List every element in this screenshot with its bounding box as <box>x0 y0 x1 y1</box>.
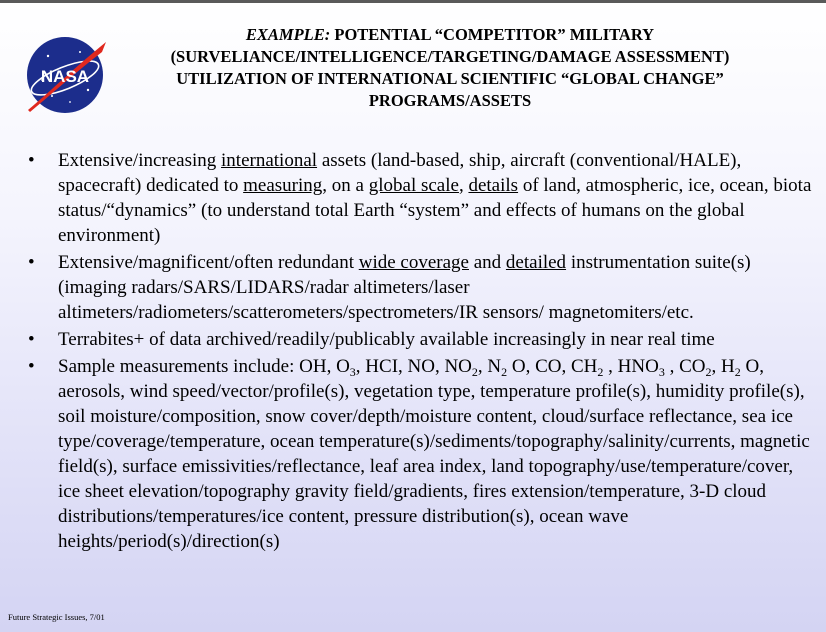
bullet-item-instrumentation: • Extensive/magnificent/often redundant wide coverage and detailed instrumentation suite(s) (imaging radars/SARS/LIDARS/radar altimeters/laser altimeters/radiometers/scatterometers/spectrometers/IR sensors/ magnetomiters/etc. <box>28 252 751 323</box>
underlined-term: details <box>468 175 519 196</box>
underlined-term: measuring <box>243 175 323 196</box>
title-line-3: UTILIZATION OF INTERNATIONAL SCIENTIFIC “GLOBAL CHANGE” <box>176 69 724 88</box>
bullet-icon: • <box>28 329 35 350</box>
example-label: EXAMPLE: <box>245 25 331 44</box>
underlined-term: wide coverage <box>358 252 469 273</box>
underlined-term: international <box>221 150 318 171</box>
bullet-item-sample-measurements: • Sample measurements include: OH, $O_3$, HCI, NO, $NO_2$, $N_2$ O, CO, $CH_2$ , $HNO_3$ , $CO_2$, $H_2$ O, aerosols, wind speed/vector/profile(s), vegetation type, temperature profile(s), humidity profile(s), soil moisture/composition, snow cover/depth/moisture content, cloud/surface reflectance, sea ice type/coverage/temperature, ocean temperature(s)/sediments/topography/salinity/currents, magnetic field(s), surface emissivities/reflectance, leaf area index, land topography/use/temperature/cover, ice sheet elevation/topography gravity field/gradients, fires extension/temperature, 3-D cloud distributions/temperatures/ice content, pressure distribution(s), ocean wave heights/period(s)/direction(s) <box>28 356 810 552</box>
svg-text:NASA: NASA <box>40 67 90 86</box>
nasa-logo-icon <box>22 32 108 118</box>
title-line-2: (SURVELIANCE/INTELLIGENCE/TARGETING/DAMAGE ASSESSMENT) <box>170 47 730 66</box>
bullet-icon: • <box>28 150 35 171</box>
slide-title <box>110 24 790 112</box>
bullet-icon: • <box>28 252 35 273</box>
bullet-icon: • <box>28 356 35 377</box>
footer-text: Future Strategic Issues, 7/01 <box>8 612 105 622</box>
bullet-item-data-availability: • Terrabites+ of data archived/readily/publicably available increasingly in near real time <box>28 329 715 350</box>
underlined-term: global scale <box>368 175 459 196</box>
bullet-list <box>20 148 820 556</box>
bullet-item-international-assets: • Extensive/increasing international assets (land-based, ship, aircraft (conventional/HALE), spacecraft) dedicated to measuring, on a global scale, details of land, atmospheric, ice, ocean, biota status/“dynamics” (to understand total Earth “system” and effects of humans on the global environment) <box>28 150 812 246</box>
title-line-4: PROGRAMS/ASSETS <box>368 91 532 110</box>
underlined-term: detailed <box>505 252 567 273</box>
title-line-1: EXAMPLE: POTENTIAL “COMPETITOR” MILITARY <box>245 25 655 44</box>
top-border <box>0 0 826 3</box>
